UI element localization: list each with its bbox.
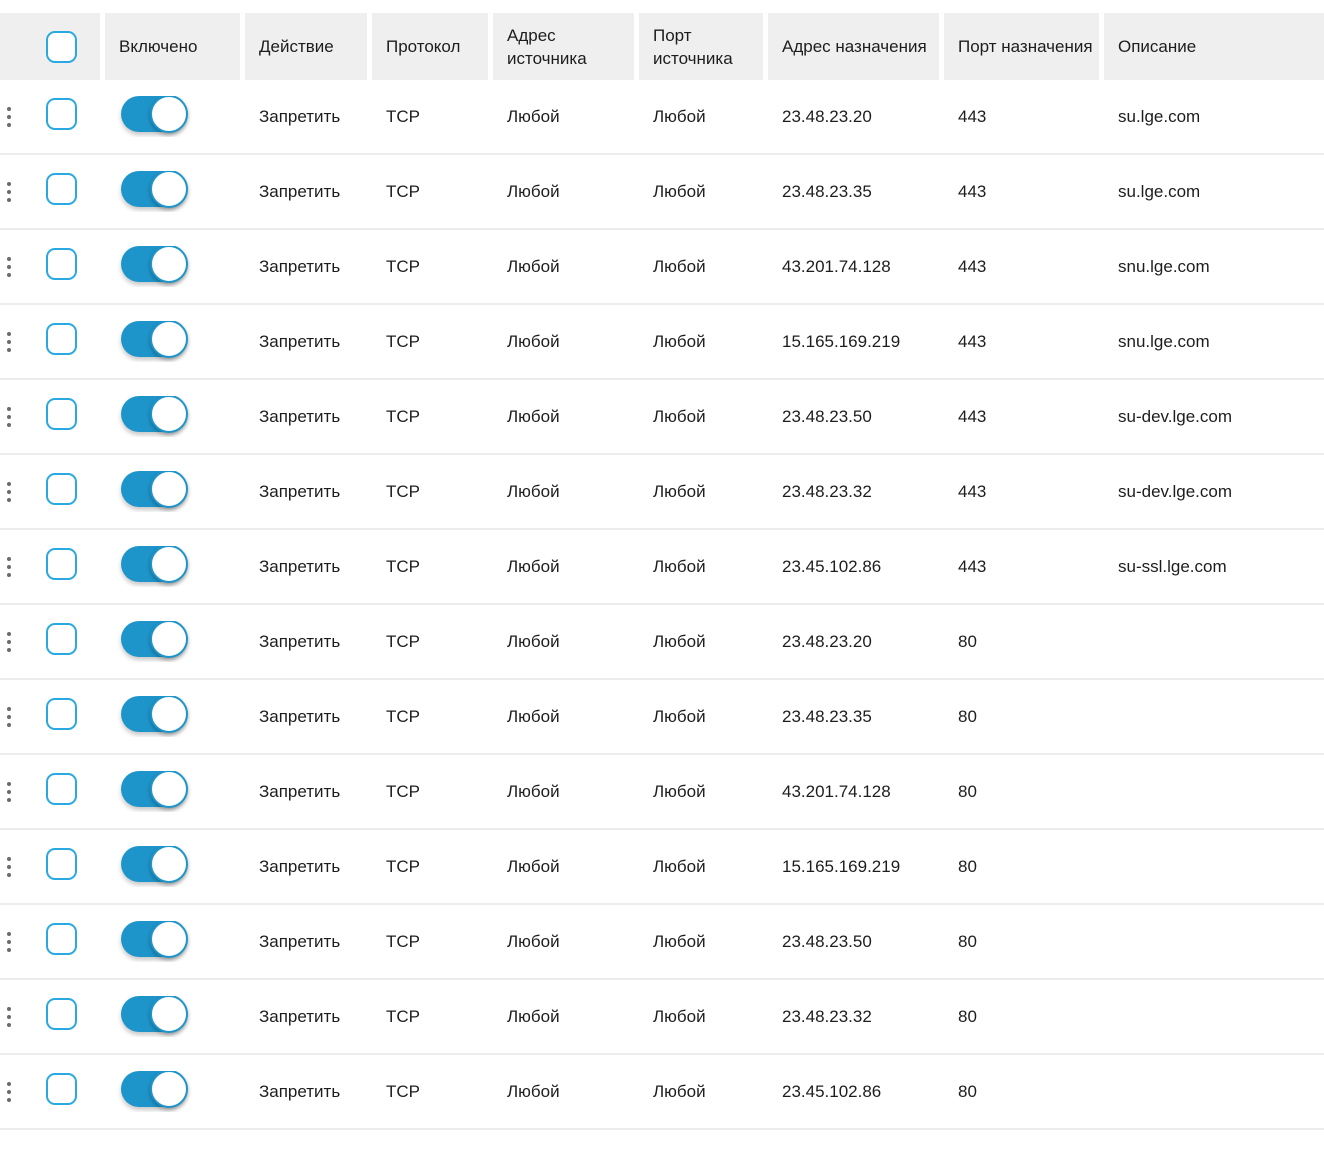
destination-port-cell: 80 — [958, 706, 977, 726]
enabled-toggle[interactable] — [121, 771, 186, 807]
drag-handle-icon[interactable] — [7, 780, 11, 804]
select-cell — [0, 248, 100, 285]
protocol-cell: TCP — [386, 481, 420, 501]
toggle-knob — [150, 171, 188, 208]
rule-row — [0, 680, 1324, 755]
drag-handle-icon[interactable] — [7, 330, 11, 354]
header-select — [0, 13, 100, 80]
select-cell — [0, 623, 100, 660]
toggle-knob — [150, 546, 188, 583]
header-source-address: Адрес источника — [493, 13, 634, 80]
enabled-toggle[interactable] — [121, 996, 186, 1032]
drag-handle-icon[interactable] — [7, 480, 11, 504]
description-cell: su-ssl.lge.com — [1118, 556, 1227, 576]
action-cell: Запретить — [259, 106, 341, 126]
row-checkbox[interactable] — [46, 548, 77, 580]
select-cell — [0, 698, 100, 735]
select-cell — [0, 773, 100, 810]
toggle-knob — [150, 771, 188, 808]
protocol-cell: TCP — [386, 631, 420, 651]
action-cell: Запретить — [259, 1006, 341, 1026]
enabled-toggle[interactable] — [121, 396, 186, 432]
rule-row — [0, 530, 1324, 605]
source-port-cell: Любой — [653, 631, 706, 651]
protocol-cell: TCP — [386, 106, 420, 126]
source-port-cell: Любой — [653, 256, 706, 276]
enabled-cell — [105, 246, 240, 287]
source-address-cell: Любой — [507, 331, 560, 351]
source-address-cell: Любой — [507, 781, 560, 801]
toggle-knob — [150, 1071, 188, 1108]
destination-port-cell: 80 — [958, 631, 977, 651]
row-checkbox[interactable] — [46, 698, 77, 730]
row-checkbox[interactable] — [46, 398, 77, 430]
protocol-cell: TCP — [386, 856, 420, 876]
toggle-knob — [150, 396, 188, 433]
action-cell: Запретить — [259, 1081, 341, 1101]
action-cell: Запретить — [259, 481, 341, 501]
drag-handle-icon[interactable] — [7, 630, 11, 654]
enabled-toggle[interactable] — [121, 246, 186, 282]
enabled-toggle[interactable] — [121, 546, 186, 582]
rule-row — [0, 305, 1324, 380]
select-cell — [0, 548, 100, 585]
source-address-cell: Любой — [507, 181, 560, 201]
destination-address-cell: 43.201.74.128 — [782, 781, 891, 801]
select-all-checkbox[interactable] — [46, 31, 77, 63]
source-address-cell: Любой — [507, 1081, 560, 1101]
protocol-cell: TCP — [386, 1006, 420, 1026]
table-header — [0, 13, 1324, 80]
source-port-cell: Любой — [653, 1006, 706, 1026]
destination-address-cell: 23.48.23.35 — [782, 706, 872, 726]
source-port-cell: Любой — [653, 481, 706, 501]
drag-handle-icon[interactable] — [7, 255, 11, 279]
rule-row — [0, 980, 1324, 1055]
destination-address-cell: 23.48.23.50 — [782, 931, 872, 951]
toggle-knob — [150, 921, 188, 958]
source-port-cell: Любой — [653, 931, 706, 951]
action-cell: Запретить — [259, 631, 341, 651]
protocol-cell: TCP — [386, 406, 420, 426]
enabled-cell — [105, 921, 240, 962]
drag-handle-icon[interactable] — [7, 1005, 11, 1029]
source-address-cell: Любой — [507, 706, 560, 726]
select-cell — [0, 998, 100, 1035]
description-cell: su.lge.com — [1118, 181, 1201, 201]
header-source-port: Порт источника — [639, 13, 763, 80]
enabled-toggle[interactable] — [121, 96, 186, 132]
enabled-cell — [105, 996, 240, 1037]
destination-address-cell: 23.48.23.32 — [782, 1006, 872, 1026]
source-address-cell: Любой — [507, 856, 560, 876]
header-destination-address: Адрес назначения — [768, 13, 939, 80]
destination-port-cell: 80 — [958, 931, 977, 951]
destination-address-cell: 23.45.102.86 — [782, 1081, 882, 1101]
toggle-knob — [150, 96, 188, 133]
destination-port-cell: 443 — [958, 556, 987, 576]
destination-port-cell: 443 — [958, 181, 987, 201]
enabled-toggle[interactable] — [121, 321, 186, 357]
drag-handle-icon[interactable] — [7, 180, 11, 204]
row-checkbox[interactable] — [46, 998, 77, 1030]
header-action: Действие — [245, 13, 367, 80]
source-address-cell: Любой — [507, 931, 560, 951]
enabled-toggle[interactable] — [121, 696, 186, 732]
row-checkbox[interactable] — [46, 248, 77, 280]
destination-port-cell: 443 — [958, 106, 987, 126]
action-cell: Запретить — [259, 256, 341, 276]
toggle-knob — [150, 471, 188, 508]
enabled-toggle[interactable] — [121, 171, 186, 207]
rule-row — [0, 905, 1324, 980]
rule-row — [0, 830, 1324, 905]
enabled-cell — [105, 846, 240, 887]
protocol-cell: TCP — [386, 1081, 420, 1101]
destination-address-cell: 43.201.74.128 — [782, 256, 891, 276]
toggle-knob — [150, 246, 188, 283]
source-port-cell: Любой — [653, 331, 706, 351]
protocol-cell: TCP — [386, 556, 420, 576]
enabled-cell — [105, 621, 240, 662]
source-port-cell: Любой — [653, 106, 706, 126]
drag-handle-icon[interactable] — [7, 555, 11, 579]
select-cell — [0, 1073, 100, 1110]
protocol-cell: TCP — [386, 256, 420, 276]
destination-port-cell: 80 — [958, 1006, 977, 1026]
destination-address-cell: 23.45.102.86 — [782, 556, 882, 576]
row-checkbox[interactable] — [46, 173, 77, 205]
destination-address-cell: 23.48.23.20 — [782, 106, 872, 126]
destination-port-cell: 80 — [958, 1081, 977, 1101]
source-port-cell: Любой — [653, 706, 706, 726]
enabled-cell — [105, 321, 240, 362]
header-protocol: Протокол — [372, 13, 488, 80]
destination-address-cell: 23.48.23.50 — [782, 406, 872, 426]
row-checkbox[interactable] — [46, 623, 77, 655]
source-port-cell: Любой — [653, 181, 706, 201]
destination-address-cell: 23.48.23.35 — [782, 181, 872, 201]
enabled-cell — [105, 471, 240, 512]
select-cell — [0, 473, 100, 510]
row-checkbox[interactable] — [46, 98, 77, 130]
enabled-cell — [105, 1071, 240, 1112]
enabled-toggle[interactable] — [121, 921, 186, 957]
toggle-knob — [150, 621, 188, 658]
destination-port-cell: 443 — [958, 406, 987, 426]
drag-handle-icon[interactable] — [7, 855, 11, 879]
toggle-knob — [150, 846, 188, 883]
row-checkbox[interactable] — [46, 473, 77, 505]
toggle-knob — [150, 996, 188, 1033]
destination-address-cell: 15.165.169.219 — [782, 331, 901, 351]
destination-address-cell: 23.48.23.20 — [782, 631, 872, 651]
action-cell: Запретить — [259, 781, 341, 801]
source-address-cell: Любой — [507, 481, 560, 501]
toggle-knob — [150, 696, 188, 733]
destination-address-cell: 15.165.169.219 — [782, 856, 901, 876]
source-port-cell: Любой — [653, 856, 706, 876]
enabled-toggle[interactable] — [121, 1071, 186, 1107]
action-cell: Запретить — [259, 556, 341, 576]
select-cell — [0, 173, 100, 210]
rule-row — [0, 455, 1324, 530]
source-port-cell: Любой — [653, 556, 706, 576]
firewall-rules-page — [0, 13, 1324, 1153]
protocol-cell: TCP — [386, 181, 420, 201]
rules-table-body — [0, 80, 1324, 1130]
description-cell: su-dev.lge.com — [1118, 481, 1233, 501]
source-port-cell: Любой — [653, 1081, 706, 1101]
protocol-cell: TCP — [386, 931, 420, 951]
enabled-cell — [105, 696, 240, 737]
toggle-knob — [150, 321, 188, 358]
select-cell — [0, 923, 100, 960]
protocol-cell: TCP — [386, 781, 420, 801]
drag-handle-icon[interactable] — [7, 705, 11, 729]
enabled-cell — [105, 396, 240, 437]
row-checkbox[interactable] — [46, 848, 77, 880]
rule-row — [0, 380, 1324, 455]
drag-handle-icon[interactable] — [7, 105, 11, 129]
source-address-cell: Любой — [507, 406, 560, 426]
row-checkbox[interactable] — [46, 923, 77, 955]
enabled-toggle[interactable] — [121, 621, 186, 657]
rule-row — [0, 755, 1324, 830]
rule-row — [0, 1055, 1324, 1130]
enabled-cell — [105, 546, 240, 587]
rule-row — [0, 230, 1324, 305]
rule-row — [0, 605, 1324, 680]
row-checkbox[interactable] — [46, 323, 77, 355]
action-cell: Запретить — [259, 931, 341, 951]
row-checkbox[interactable] — [46, 1073, 77, 1105]
destination-port-cell: 80 — [958, 781, 977, 801]
protocol-cell: TCP — [386, 331, 420, 351]
header-description: Описание — [1104, 13, 1324, 80]
enabled-cell — [105, 96, 240, 137]
description-cell: su.lge.com — [1118, 106, 1201, 126]
destination-port-cell: 443 — [958, 481, 987, 501]
source-address-cell: Любой — [507, 631, 560, 651]
destination-address-cell: 23.48.23.32 — [782, 481, 872, 501]
source-port-cell: Любой — [653, 406, 706, 426]
protocol-cell: TCP — [386, 706, 420, 726]
action-cell: Запретить — [259, 706, 341, 726]
action-cell: Запретить — [259, 856, 341, 876]
source-address-cell: Любой — [507, 256, 560, 276]
rule-row — [0, 80, 1324, 155]
select-cell — [0, 848, 100, 885]
select-cell — [0, 98, 100, 135]
description-cell: snu.lge.com — [1118, 331, 1210, 351]
drag-handle-icon[interactable] — [7, 1080, 11, 1104]
description-cell: snu.lge.com — [1118, 256, 1210, 276]
description-cell: su-dev.lge.com — [1118, 406, 1233, 426]
enabled-cell — [105, 171, 240, 212]
destination-port-cell: 443 — [958, 331, 987, 351]
source-address-cell: Любой — [507, 1006, 560, 1026]
destination-port-cell: 80 — [958, 856, 977, 876]
action-cell: Запретить — [259, 406, 341, 426]
source-address-cell: Любой — [507, 106, 560, 126]
drag-handle-icon[interactable] — [7, 405, 11, 429]
source-port-cell: Любой — [653, 781, 706, 801]
rule-row — [0, 155, 1324, 230]
action-cell: Запретить — [259, 331, 341, 351]
enabled-toggle[interactable] — [121, 471, 186, 507]
select-cell — [0, 323, 100, 360]
select-cell — [0, 398, 100, 435]
header-enabled: Включено — [105, 13, 240, 80]
enabled-cell — [105, 771, 240, 812]
destination-port-cell: 443 — [958, 256, 987, 276]
drag-handle-icon[interactable] — [7, 930, 11, 954]
action-cell: Запретить — [259, 181, 341, 201]
source-address-cell: Любой — [507, 556, 560, 576]
header-destination-port: Порт назначения — [944, 13, 1099, 80]
row-checkbox[interactable] — [46, 773, 77, 805]
enabled-toggle[interactable] — [121, 846, 186, 882]
